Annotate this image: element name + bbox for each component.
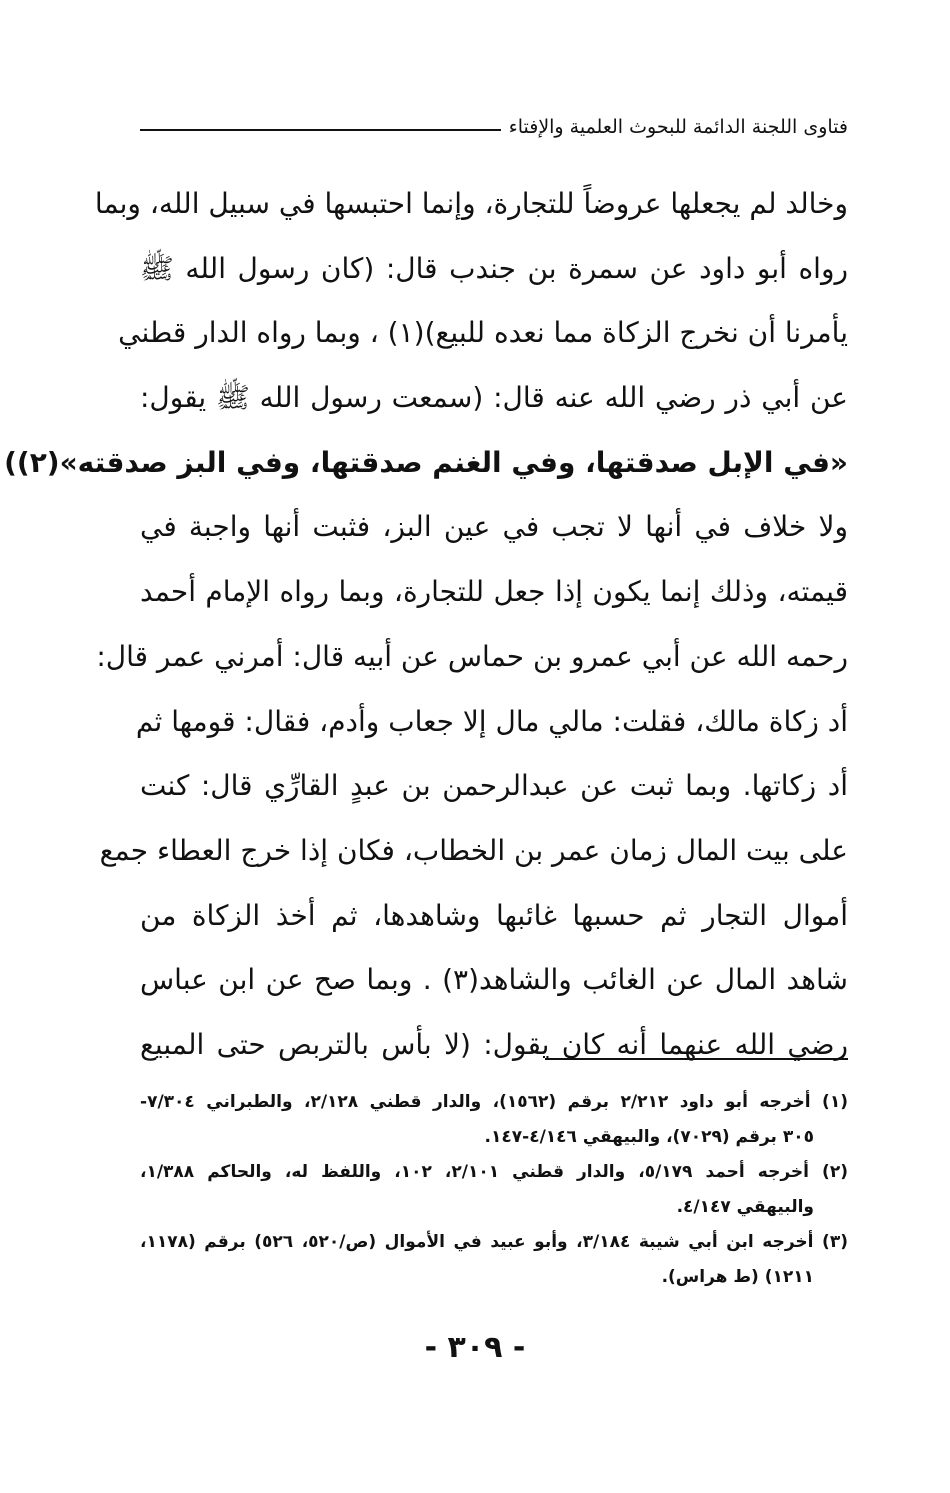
text-line: عن أبي ذر رضي الله عنه قال: (سمعت رسول الله ﷺ يقول: <box>140 381 848 415</box>
text-line: رحمه الله عن أبي عمرو بن حماس عن أبيه قال: أمرني عمر قال: <box>96 639 848 673</box>
footnote-3-line-2: ١٢١١) (ط هراس). <box>661 1267 814 1287</box>
text-line: أد زكاتها. وبما ثبت عن عبدالرحمن بن عبدٍ القارِّي قال: كنت <box>140 769 848 803</box>
text-line: على بيت المال زمان عمر بن الخطاب، فكان إذا خرج العطاء جمع <box>99 833 848 867</box>
text-line: قيمته، وذلك إنما يكون إذا جعل للتجارة، وبما رواه الإمام أحمد <box>140 575 848 609</box>
text-line: رواه أبو داود عن سمرة بن جندب قال: (كان رسول الله ﷺ <box>140 251 848 285</box>
running-header-title: فتاوى اللجنة الدائمة للبحوث العلمية والإفتاء <box>508 116 848 138</box>
footnotes <box>140 1085 848 1295</box>
footnote-2-line-2: والبيهقي ٤/١٤٧. <box>676 1197 814 1217</box>
hadith-quote-line: «في الإبل صدقتها، وفي الغنم صدقتها، وفي البز صدقته»(٢)) <box>4 445 848 479</box>
text-line: رضي الله عنهما أنه كان يقول: (لا بأس بالتربص حتى المبيع <box>140 1027 848 1061</box>
header-rule <box>140 129 501 131</box>
text-line: أد زكاة مالك، فقلت: مالي مال إلا جعاب وأدم، فقال: قومها ثم <box>135 704 848 738</box>
text-line: يأمرنا أن نخرج الزكاة مما نعده للبيع)(١) ، وبما رواه الدار قطني <box>118 316 848 350</box>
footnote-3-line-1: (٣) أخرجه ابن أبي شيبة ٣/١٨٤، وأبو عبيد في الأموال (ص/٥٢٠، ٥٢٦) برقم (١١٧٨، <box>140 1232 848 1252</box>
text-line: أموال التجار ثم حسبها غائبها وشاهدها، ثم أخذ الزكاة من <box>140 898 848 932</box>
footnote-separator <box>545 1058 848 1060</box>
text-line: ولا خلاف في أنها لا تجب في عين البز، فثبت أنها واجبة في <box>140 510 848 544</box>
text-line: شاهد المال عن الغائب والشاهد(٣) . وبما صح عن ابن عباس <box>140 963 848 997</box>
footnote-2-line-1: (٢) أخرجه أحمد ٥/١٧٩، والدار قطني ٢/١٠١، ١٠٢، واللفظ له، والحاكم ١/٣٨٨، <box>140 1162 848 1182</box>
footnote-1-line-1: (١) أخرجه أبو داود ٢/٢١٢ برقم (١٥٦٢)، والدار قطني ٢/١٢٨، والطبراني ٧/٣٠٤- <box>140 1092 848 1112</box>
running-header <box>140 112 848 142</box>
main-text <box>4 172 848 1078</box>
text-line: وخالد لم يجعلها عروضاً للتجارة، وإنما احتبسها في سبيل الله، وبما <box>94 187 848 220</box>
footnote-1-line-2: ٣٠٥ برقم (٧٠٢٩)، والبيهقي ٤/١٤٦-١٤٧. <box>484 1127 814 1147</box>
page-number: - ٣٠٩ - <box>424 1330 526 1365</box>
